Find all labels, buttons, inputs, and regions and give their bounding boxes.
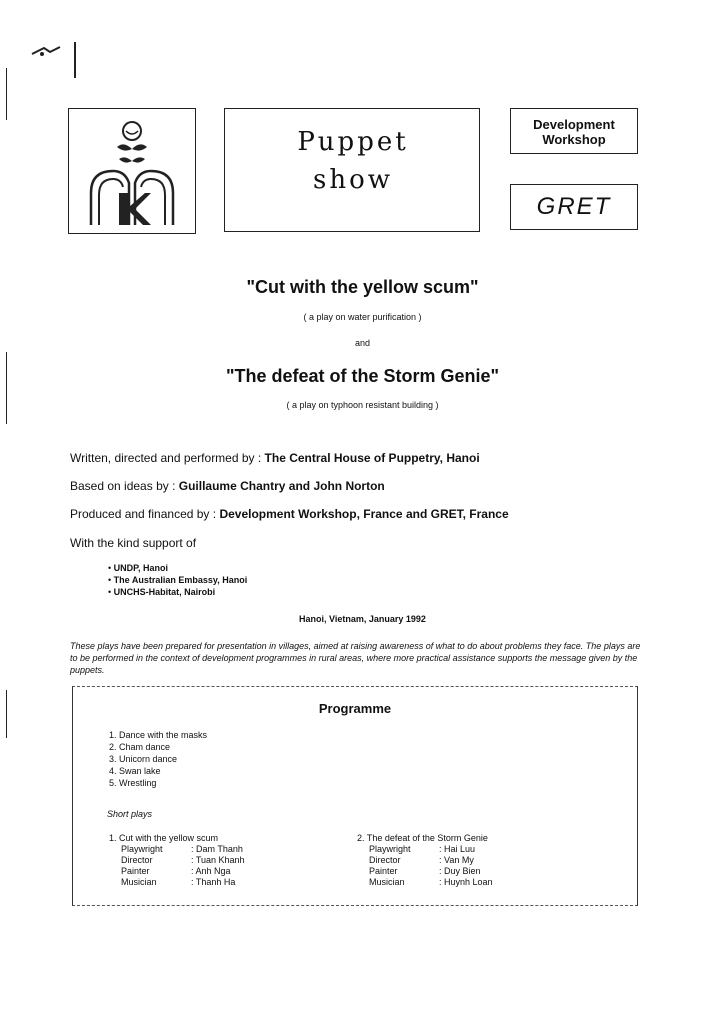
play1-subtitle: ( a play on water purification ) [303, 312, 422, 322]
puppet-show-box [224, 108, 480, 232]
list-item: 3. Unicorn dance [109, 754, 178, 764]
scan-scribble [30, 44, 62, 58]
play1-title: "Cut with the yellow scum" [246, 277, 479, 297]
programme-play1 [109, 833, 329, 888]
intro-note: These plays have been prepared for presentation in villages, aimed at raising awareness of what to do about problems they face. The plays are to be performed in the context of development programmes in rural areas, where more practical assistance supports the message given by the puppets. [70, 641, 641, 675]
list-item: • The Australian Embassy, Hanoi [108, 575, 248, 585]
credit-based [70, 479, 385, 493]
short-plays-label: Short plays [107, 809, 153, 819]
puppet-line: Puppet [297, 127, 409, 157]
programme-play1-title: 1. Cut with the yellow scum [109, 833, 219, 843]
cast-row: Playwright : Hai Luu [369, 844, 476, 854]
place-date: Hanoi, Vietnam, January 1992 [299, 614, 426, 624]
puppet-show-title [225, 123, 481, 199]
credit-produced-label: Produced and financed by : [70, 507, 217, 521]
cast-row: Playwright : Dam Thanh [121, 844, 243, 854]
list-item: • UNDP, Hanoi [108, 563, 168, 573]
cast-row: Director : Tuan Khanh [121, 855, 245, 865]
programme-box [72, 686, 638, 906]
gret-label: GRET [536, 193, 612, 220]
and-text: and [354, 338, 371, 348]
logo-box [68, 108, 196, 234]
puppet-logo-icon [69, 109, 195, 233]
scan-line-left-3 [6, 690, 7, 738]
gret-box [510, 184, 638, 230]
programme-play2-title: 2. The defeat of the Storm Genie [357, 833, 488, 843]
cast-row: Painter : Anh Nga [121, 866, 231, 876]
supporters-list [108, 562, 247, 598]
list-item: 1. Dance with the masks [109, 730, 208, 740]
play2-subtitle: ( a play on typhoon resistant building ) [286, 400, 439, 410]
credit-written [70, 451, 480, 465]
list-item: • UNCHS-Habitat, Nairobi [108, 587, 216, 597]
dev-workshop-box [510, 108, 638, 154]
cast-row: Musician : Huynh Loan [369, 877, 493, 887]
scan-line-left-1 [6, 68, 7, 120]
list-item: 2. Cham dance [109, 742, 171, 752]
dev-workshop-label: Development Workshop [533, 117, 615, 147]
credit-produced-value: Development Workshop, France and GRET, France [219, 507, 509, 521]
credit-produced [70, 507, 509, 521]
list-item: 4. Swan lake [109, 766, 161, 776]
cast-row: Musician : Thanh Ha [121, 877, 236, 887]
show-line: show [313, 165, 393, 195]
credit-based-label: Based on ideas by : [70, 479, 176, 493]
cast-row: Director : Van My [369, 855, 474, 865]
play2-title: "The defeat of the Storm Genie" [225, 366, 500, 386]
programme-play2 [357, 833, 597, 888]
cast-row: Painter : Duy Bien [369, 866, 481, 876]
scan-line-left-2 [6, 352, 7, 424]
programme-title: Programme [318, 701, 392, 716]
credit-written-value: The Central House of Puppetry, Hanoi [264, 451, 480, 465]
credit-written-label: Written, directed and performed by : [70, 451, 262, 465]
scan-mark [74, 42, 76, 78]
credit-support: With the kind support of [70, 536, 197, 550]
list-item: 5. Wrestling [109, 778, 157, 788]
programme-items [109, 729, 207, 789]
credit-based-value: Guillaume Chantry and John Norton [178, 479, 385, 493]
